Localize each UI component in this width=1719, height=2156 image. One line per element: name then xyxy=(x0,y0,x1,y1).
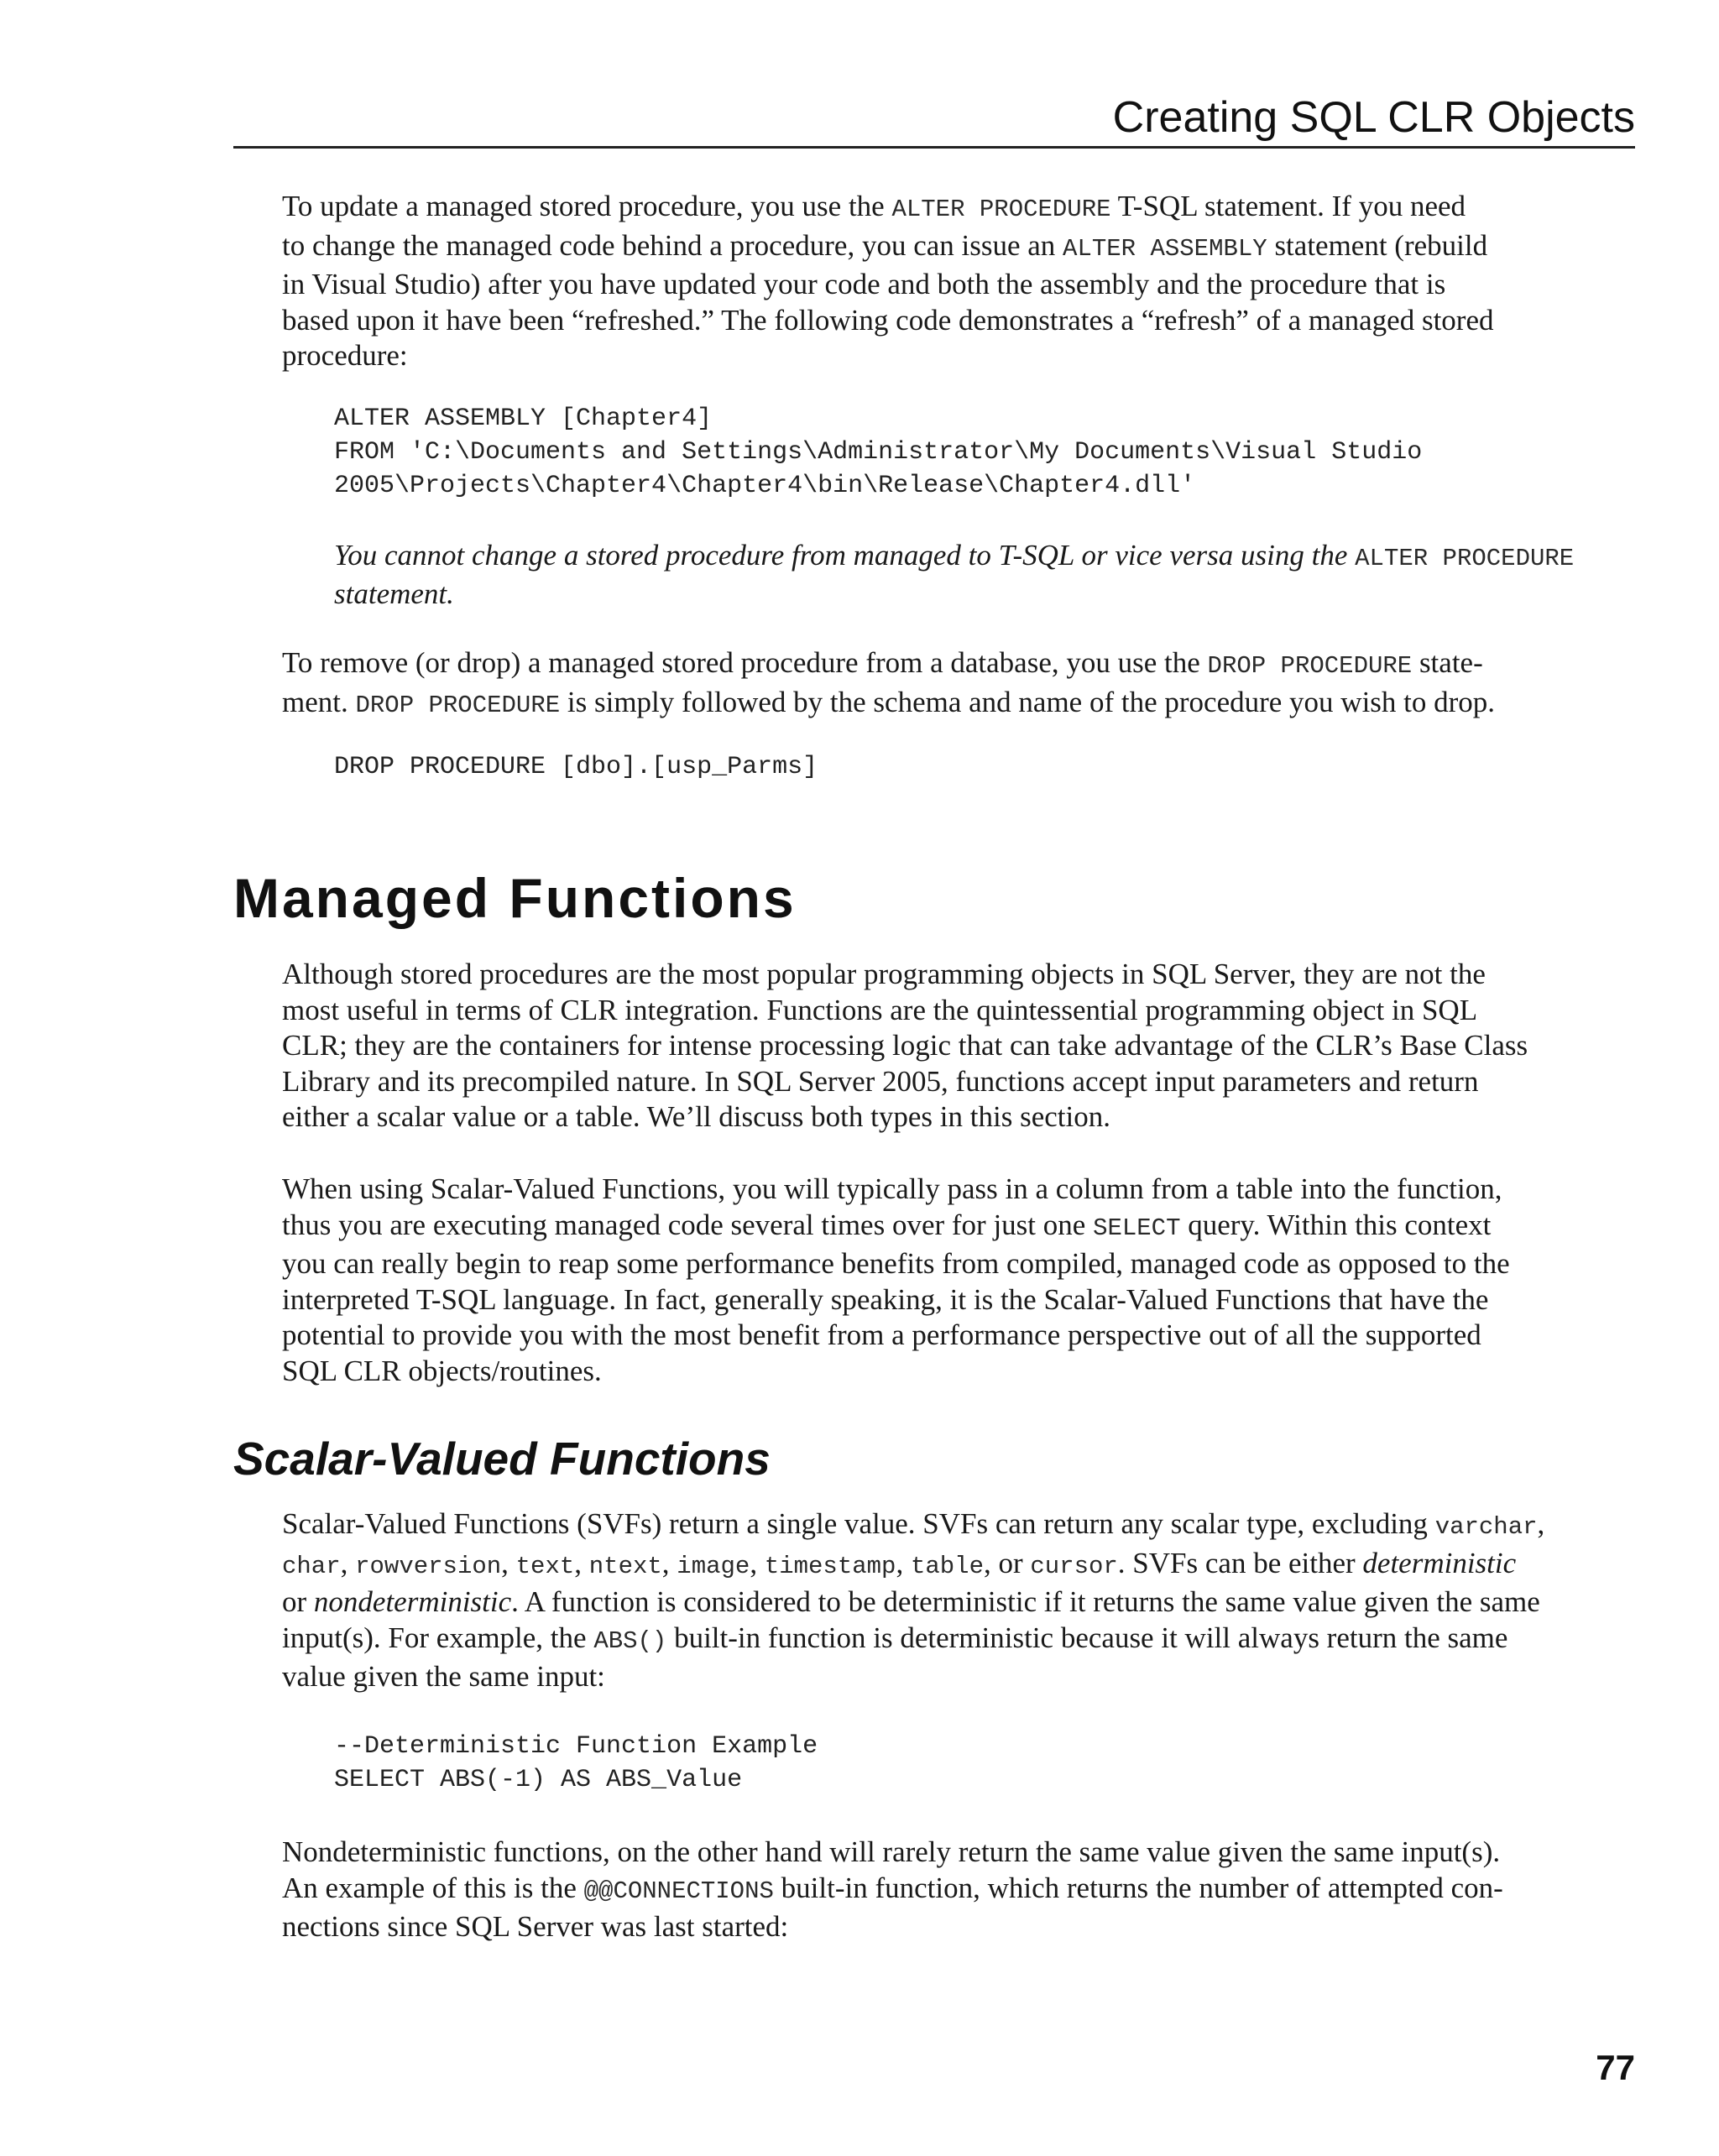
code-line: 2005\Projects\Chapter4\Chapter4\bin\Release\Chapter4.dll' xyxy=(334,472,1196,500)
page-number: 77 xyxy=(1596,2048,1635,2087)
inline-code: ntext xyxy=(588,1552,662,1580)
inline-code: char xyxy=(282,1552,341,1580)
code-line: FROM 'C:\Documents and Settings\Administrator\My Documents\Visual Studio xyxy=(334,438,1423,467)
subsection-heading: Scalar-Valued Functions xyxy=(233,1433,771,1485)
note-text: You cannot change a stored procedure from managed to T-SQL or vice versa using the ALTER PROCEDURE statement. xyxy=(334,539,1575,610)
section-heading: Managed Functions xyxy=(233,867,797,929)
emphasis-term: nondeterministic xyxy=(313,1585,512,1619)
inline-code: timestamp xyxy=(764,1552,896,1580)
paragraph-svf-definition: Scalar-Valued Functions (SVFs) return a single value. SVFs can return any scalar type, excluding varchar, char, rowversion, text, ntext, image, timestamp, table, or cursor. SVFs can be either deterministic or nondeterministic. A function is considered to be deterministic if it returns the same value given the same input(s). For example, the ABS() built-in function is deterministic because it will always return the same value given the same input: xyxy=(282,1507,1545,1694)
code-block-drop-procedure xyxy=(334,750,818,784)
header-title: Creating SQL CLR Objects xyxy=(1112,93,1635,142)
inline-code: ALTER ASSEMBLY xyxy=(1063,234,1267,263)
inline-code: table xyxy=(910,1552,984,1580)
code-line: DROP PROCEDURE [dbo].[usp_Parms] xyxy=(334,753,818,781)
paragraph-alter-procedure: To update a managed stored procedure, you use the ALTER PROCEDURE T-SQL statement. If you need to change the managed code behind a procedure, you can issue an ALTER ASSEMBLY statement (rebuild in Visual Studio) after you have updated your code and both the assembly and the procedure that is based upon it have been “refreshed.” The following code demonstrates a “refresh” of a managed stored procedure: xyxy=(282,190,1494,373)
paragraph-drop-procedure: To remove (or drop) a managed stored procedure from a database, you use the DROP PROCEDURE state- ment. DROP PROCEDURE is simply followed by the schema and name of the procedure you wish to drop. xyxy=(282,646,1496,719)
code-block-alter-assembly xyxy=(334,402,1422,503)
emphasis-term: deterministic xyxy=(1362,1546,1517,1579)
running-header xyxy=(233,87,1635,149)
inline-code: text xyxy=(515,1552,575,1580)
inline-code: rowversion xyxy=(355,1552,502,1580)
paragraph-scalar-usage: When using Scalar-Valued Functions, you will typically pass in a column from a table into the function, thus you are executing managed code several times over for just one SELECT query. Within this context you can really begin to reap some performance benefits from compiled, managed code as opposed to the interpreted T-SQL language. In fact, generally speaking, it is the Scalar-Valued Functions that have the potential to provide you with the most benefit from a performance perspective out of all the supported SQL CLR objects/routines. xyxy=(282,1172,1510,1387)
inline-code: DROP PROCEDURE xyxy=(1207,652,1413,680)
inline-code: ALTER PROCEDURE xyxy=(891,196,1111,223)
code-block-deterministic-example xyxy=(334,1730,818,1797)
inline-code: @@CONNECTIONS xyxy=(583,1877,774,1905)
inline-code: image xyxy=(677,1552,750,1580)
inline-code: ABS() xyxy=(593,1626,667,1655)
inline-code: DROP PROCEDURE xyxy=(355,691,561,719)
inline-code: SELECT xyxy=(1093,1214,1181,1242)
code-line: --Deterministic Function Example xyxy=(334,1732,818,1761)
paragraph-nondeterministic: Nondeterministic functions, on the other hand will rarely return the same value given the same input(s). An example of this is the @@CONNECTIONS built-in function, which returns the number of attempted con- nections since SQL Server was last started: xyxy=(282,1835,1503,1944)
code-line: ALTER ASSEMBLY [Chapter4] xyxy=(334,405,713,433)
code-line: SELECT ABS(-1) AS ABS_Value xyxy=(334,1766,743,1794)
inline-code: cursor xyxy=(1030,1552,1118,1580)
inline-code: ALTER PROCEDURE xyxy=(1355,545,1575,572)
paragraph-functions-intro: Although stored procedures are the most popular programming objects in SQL Server, they are not the most useful in terms of CLR integration. Functions are the quintessential programming object in SQL CLR; they are the containers for intense processing logic that can take advantage of the CLR’s Base Class Library and its precompiled nature. In SQL Server 2005, functions accept input parameters and return either a scalar value or a table. We’ll discuss both types in this section. xyxy=(282,958,1528,1134)
inline-code: varchar xyxy=(1434,1513,1538,1541)
